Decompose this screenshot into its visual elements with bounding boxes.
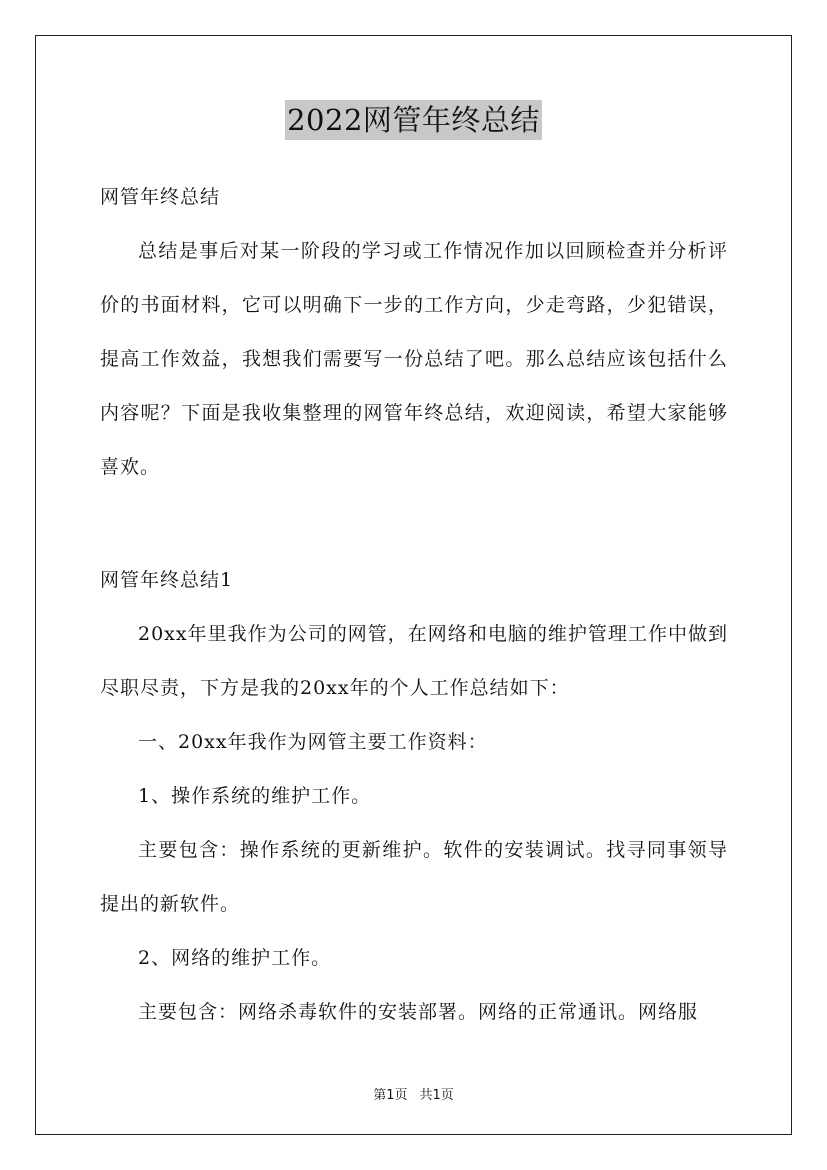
title-container bbox=[0, 100, 827, 140]
paragraph: 一、20xx年我作为网管主要工作资料： bbox=[138, 731, 488, 753]
section-1 bbox=[100, 553, 728, 1039]
section-1-heading: 网管年终总结1 bbox=[100, 569, 234, 591]
paragraph: 主要包含：网络杀毒软件的安装部署。网络的正常通讯。网络服 bbox=[138, 1001, 699, 1023]
intro-paragraph: 总结是事后对某一阶段的学习或工作情况作加以回顾检查并分析评价的书面材料，它可以明确下一步的工作方向，少走弯路，少犯错误，提高工作效益，我想我们需要写一份总结了吧。那么总结应该包括什么内容呢？下面是我收集整理的网管年终总结，欢迎阅读，希望大家能够喜欢。 bbox=[100, 240, 728, 478]
page-footer bbox=[0, 1084, 827, 1103]
intro-section bbox=[100, 170, 728, 494]
page-total: 共1页 bbox=[419, 1088, 454, 1103]
document-title: 2022网管年终总结 bbox=[285, 100, 542, 140]
paragraph: 2、网络的维护工作。 bbox=[138, 947, 332, 969]
paragraph: 20xx年里我作为公司的网管，在网络和电脑的维护管理工作中做到尽职尽责，下方是我的20xx年的个人工作总结如下： bbox=[100, 623, 728, 699]
section-heading: 网管年终总结 bbox=[100, 186, 221, 208]
paragraph: 1、操作系统的维护工作。 bbox=[138, 785, 372, 807]
page-number: 第1页 bbox=[373, 1088, 408, 1103]
paragraph: 主要包含：操作系统的更新维护。软件的安装调试。找寻同事领导提出的新软件。 bbox=[100, 839, 728, 915]
